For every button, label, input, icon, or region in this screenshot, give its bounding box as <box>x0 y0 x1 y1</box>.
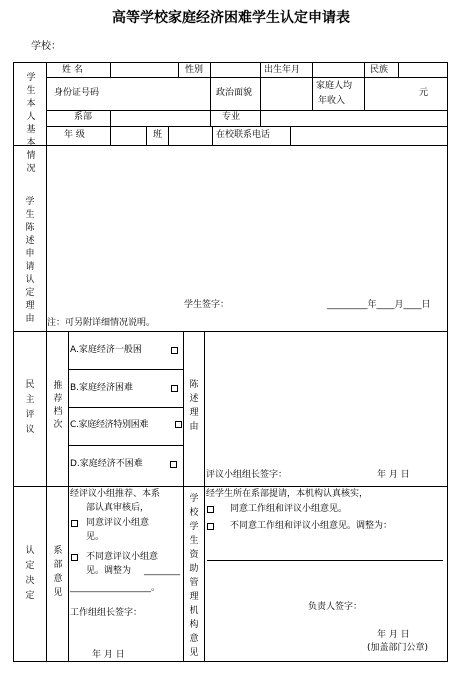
dept-agree-l1: 同意评议小组意 <box>86 518 150 528</box>
s4-v3 <box>204 486 205 662</box>
input-major[interactable] <box>261 111 446 125</box>
student-sign-date: _________年____月____日 <box>327 300 431 310</box>
input-gender[interactable] <box>211 63 259 76</box>
input-ethnicity[interactable] <box>399 63 446 76</box>
label-gender: 性别 <box>185 65 204 75</box>
s3-v2 <box>183 331 184 486</box>
dept-sign-date: 年 月 日 <box>92 650 125 660</box>
center-stamp-note: (加盖部门公章) <box>367 643 429 653</box>
option-d-checkbox[interactable] <box>170 461 177 468</box>
s4-v2 <box>183 486 184 662</box>
r1-v4 <box>260 62 261 77</box>
input-political[interactable] <box>261 78 311 109</box>
input-grade[interactable] <box>111 127 145 144</box>
r2-v3 <box>312 77 313 110</box>
frame-left <box>13 62 14 662</box>
s3-h1 <box>68 369 183 370</box>
center-sign-date: 年 月 日 <box>377 630 410 640</box>
label-political: 政治面貌 <box>216 88 253 98</box>
section-statement-label: 学生陈述申请认定理由 <box>25 197 35 324</box>
statement-textarea[interactable] <box>50 150 442 295</box>
option-b-checkbox[interactable] <box>171 385 178 392</box>
input-income[interactable] <box>365 78 411 109</box>
label-contact: 在校联系电话 <box>216 130 271 140</box>
label-major: 专业 <box>222 112 241 122</box>
option-c-checkbox[interactable] <box>175 421 182 428</box>
input-contact[interactable] <box>291 127 446 144</box>
center-agree-checkbox[interactable] <box>207 506 214 513</box>
r1-v2 <box>178 62 179 77</box>
dept-opinion-label: 系部意见 <box>53 546 63 598</box>
section-evaluation-label: 民主评议 <box>25 380 35 435</box>
r2-v1 <box>210 77 211 110</box>
s3-h2 <box>68 407 183 408</box>
statement-note: 注：可另附详细情况说明。 <box>47 318 156 328</box>
r3-v2 <box>210 110 211 126</box>
label-income-l1: 家庭人均 <box>316 81 353 91</box>
label-class: 班 <box>153 130 163 140</box>
dept-agree-l2: 见。 <box>86 532 105 542</box>
r1-v6 <box>364 62 365 77</box>
dept-disagree-l2: 见。调整为 <box>86 566 132 576</box>
label-ethnicity: 民族 <box>370 65 389 75</box>
center-agree-label: 同意工作组和评议小组意见。 <box>230 504 348 514</box>
option-b-label: B.家庭经济困难 <box>70 383 134 393</box>
frame-right <box>447 62 448 662</box>
dept-agree-checkbox[interactable] <box>71 520 78 527</box>
s3-h3 <box>68 445 183 446</box>
input-id-number[interactable] <box>111 78 209 109</box>
label-grade: 年 级 <box>64 130 85 140</box>
evaluation-sign-date: 年 月 日 <box>377 470 410 480</box>
label-income-l2: 年收入 <box>318 96 346 106</box>
dept-adjust-blank-2[interactable]: __________________。 <box>70 583 161 593</box>
label-department: 系部 <box>74 112 93 122</box>
evaluation-sign-label: 评议小组组长签字： <box>206 470 288 480</box>
dept-sign-label: 工作组组长签字： <box>70 608 143 618</box>
sep-1 <box>13 145 448 146</box>
option-c-label: C.家庭经济特别困难 <box>70 420 149 430</box>
dept-adjust-blank[interactable]: ________ <box>144 566 180 576</box>
label-name: 姓 名 <box>62 65 83 75</box>
s4-v1 <box>68 486 69 662</box>
r4-v4 <box>212 126 213 145</box>
funding-office-label: 学校学生资助管理机构意见 <box>189 494 199 658</box>
recommend-grade-label: 推荐档次 <box>53 381 63 430</box>
student-sign-label: 学生签字： <box>184 300 230 310</box>
evaluation-reason-textarea[interactable] <box>208 336 444 464</box>
label-col-divider <box>46 62 47 662</box>
center-disagree-checkbox[interactable] <box>207 523 214 530</box>
statement-reason-label: 陈述理由 <box>189 380 199 432</box>
label-id-number: 身份证号码 <box>54 88 100 98</box>
r4-v2 <box>146 126 147 145</box>
input-birth[interactable] <box>313 63 363 76</box>
dept-text-l2: 部认真审核后， <box>86 503 150 513</box>
input-department[interactable] <box>111 111 209 125</box>
center-text-l1: 经学生所在系部提请，本机构认真核实， <box>206 489 369 499</box>
option-d-label: D.家庭经济不困难 <box>70 459 143 469</box>
input-class[interactable] <box>169 127 211 144</box>
label-birth: 出生年月 <box>264 65 301 75</box>
center-disagree-label: 不同意工作组和评议小组意见。调整为： <box>230 521 393 531</box>
section-basic-info-label: 学生本人基本情况 <box>26 73 36 174</box>
school-label: 学校： <box>31 41 61 52</box>
sep-3 <box>13 486 448 487</box>
frame-bottom <box>13 661 448 662</box>
option-a-checkbox[interactable] <box>171 347 178 354</box>
form-title: 高等学校家庭经济困难学生认定申请表 <box>112 10 350 26</box>
s3-v3 <box>204 331 205 486</box>
label-yuan: 元 <box>419 88 429 98</box>
s4-center-line <box>207 560 443 561</box>
dept-text-l1: 经评议小组推荐、本系 <box>70 489 161 499</box>
sep-2 <box>13 331 448 332</box>
option-a-label: A.家庭经济一般困 <box>70 345 142 355</box>
s3-v1 <box>68 331 69 486</box>
section-decision-label: 认定决定 <box>25 546 35 601</box>
center-sign-label: 负责人签字： <box>308 602 363 612</box>
dept-disagree-checkbox[interactable] <box>71 554 78 561</box>
input-name[interactable] <box>111 63 177 76</box>
dept-disagree-l1: 不同意评议小组意 <box>86 552 159 562</box>
